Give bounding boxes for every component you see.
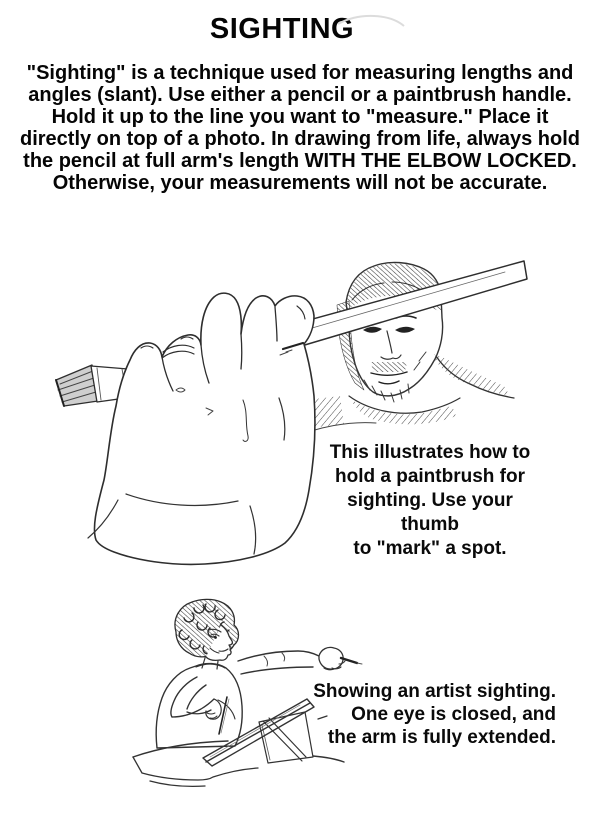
artist-torso — [156, 664, 242, 748]
artist-eye — [214, 636, 217, 639]
paintbrush — [56, 261, 527, 406]
caption-line: sighting. Use your thumb — [347, 490, 513, 535]
artist-smile — [210, 648, 228, 653]
caption-line: to "mark" a spot. — [353, 538, 507, 559]
hand — [88, 293, 315, 564]
man-face — [290, 262, 514, 438]
drawing-pencil — [219, 697, 227, 734]
intro-line: "Sighting" is a technique used for measuring lengths and — [26, 62, 574, 84]
intro-line: Otherwise, your measurements will not be accurate. — [52, 172, 548, 194]
man-mustache — [371, 362, 407, 372]
man-sideburn — [337, 301, 364, 390]
man-mouth — [371, 372, 407, 384]
finger-creases — [162, 307, 277, 391]
caption-line: the arm is fully extended. — [327, 727, 556, 748]
thumb-contact-shadow — [283, 343, 303, 349]
man-chest-shading — [352, 400, 456, 424]
drawing-hand — [206, 699, 221, 719]
intro-line: directly on top of a photo. In drawing from life, always hold — [19, 128, 581, 150]
hand-outline — [94, 293, 315, 564]
intro-line: the pencil at full arm's length WITH THE ELBOW LOCKED. — [23, 150, 577, 172]
page-title: SIGHTING — [209, 13, 355, 45]
hair-curls — [179, 604, 229, 654]
man-nose — [381, 331, 401, 359]
paintbrush-caption — [322, 441, 538, 561]
man-beard — [364, 352, 426, 402]
intro-line: Hold it up to the line you want to "measure." Place it — [51, 106, 549, 128]
intro-paragraph — [2, 62, 598, 194]
finger-ring — [162, 345, 194, 358]
brush-ferrule — [91, 366, 133, 402]
brush-handle — [127, 261, 527, 396]
palm-marks — [176, 388, 213, 415]
caption-line: Showing an artist sighting. — [313, 681, 556, 702]
man-left-eye — [363, 327, 382, 333]
artist-caption — [300, 680, 556, 749]
caption-line: hold a paintbrush for — [335, 466, 525, 487]
artist-hair — [175, 599, 239, 657]
man-shoulder-shading — [434, 354, 510, 396]
artist-face — [206, 625, 232, 660]
man-right-eye — [395, 327, 415, 333]
board-front — [203, 699, 314, 766]
wrist-lines — [88, 398, 285, 554]
brush-bristles — [56, 365, 98, 406]
extended-arm — [238, 647, 362, 674]
caption-line: This illustrates how to — [329, 442, 531, 463]
bent-arm — [171, 677, 229, 734]
sighting-pencil — [341, 658, 357, 663]
intro-line: angles (slant). Use either a pencil or a paintbrush handle. — [28, 84, 572, 106]
caption-line: One eye is closed, and — [351, 704, 556, 725]
man-hair — [346, 263, 441, 312]
hanging-thread — [243, 400, 248, 441]
sighting-hand — [319, 647, 343, 669]
